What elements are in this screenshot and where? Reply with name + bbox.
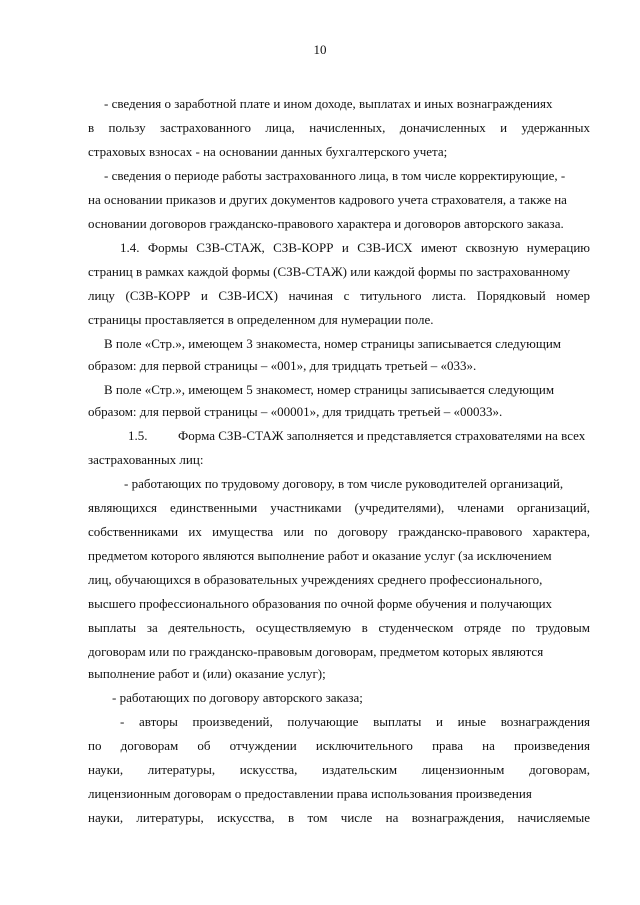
text-line: страховых взносах - на основании данных бухгалтерского учета; [88, 144, 448, 159]
text-line: в пользу застрахованного лица, начисленных, доначисленных и удержанных [88, 120, 590, 135]
page-number: 10 [313, 42, 327, 57]
section-number: 1.5. [128, 428, 148, 443]
text-line: предметом которого являются выполнение работ и оказание услуг (за исключением [88, 548, 552, 563]
text-line: основании договоров гражданско-правового характера и договоров авторского заказа. [88, 216, 564, 231]
text-line: образом: для первой страницы – «00001», для тридцать третьей – «00033». [88, 404, 503, 419]
text-line: договорам или по гражданско-правовым договорам, предметом которых являются [88, 644, 544, 659]
text-line: выполнение работ и (или) оказание услуг); [88, 666, 326, 681]
text-line: В поле «Стр.», имеющем 5 знакомест, номер страницы записывается следующим [104, 382, 555, 397]
text-line: - сведения о периоде работы застрахованного лица, в том числе корректирующие, - [104, 168, 566, 183]
text-line: - авторы произведений, получающие выплаты и иные вознаграждения [120, 714, 590, 729]
text-line: страниц в рамках каждой формы (СЗВ-СТАЖ) или каждой формы по застрахованному [88, 264, 571, 279]
text-line: 1.4. Формы СЗВ-СТАЖ, СЗВ-КОРР и СЗВ-ИСХ имеют сквозную нумерацию [120, 240, 590, 255]
text-line: собственниками их имущества или по договору гражданско-правового характера, [88, 524, 590, 539]
text-line: науки, литературы, искусства, издательским лицензионным договорам, [88, 762, 590, 777]
text-line: высшего профессионального образования по очной форме обучения и получающих [88, 596, 553, 611]
text-line: науки, литературы, искусства, в том числе на вознаграждения, начисляемые [88, 810, 590, 825]
text-line: образом: для первой страницы – «001», для тридцать третьей – «033». [88, 358, 477, 373]
text-line: Форма СЗВ-СТАЖ заполняется и представляется страхователями на всех [178, 428, 586, 443]
text-line: лицу (СЗВ-КОРР и СЗВ-ИСХ) начиная с титульного листа. Порядковый номер [88, 288, 590, 303]
text-line: лицензионным договорам о предоставлении права использования произведения [88, 786, 532, 801]
text-line: В поле «Стр.», имеющем 3 знакоместа, номер страницы записывается следующим [104, 336, 562, 351]
text-line: - работающих по договору авторского заказа; [112, 690, 363, 705]
text-line: лиц, обучающихся в образовательных учреждениях среднего профессионального, [88, 572, 543, 587]
text-line: по договорам об отчуждении исключительного права на произведения [88, 738, 590, 753]
text-line: - работающих по трудовому договору, в том числе руководителей организаций, [124, 476, 564, 491]
text-line: страницы проставляется в определенном для нумерации поле. [88, 312, 434, 327]
text-line: выплаты за деятельность, осуществляемую в студенческом отряде по трудовым [88, 620, 590, 635]
text-line: - сведения о заработной плате и ином доходе, выплатах и иных вознаграждениях [104, 96, 553, 111]
text-line: на основании приказов и других документов кадрового учета страхователя, а также на [88, 192, 567, 207]
text-line: застрахованных лиц: [88, 452, 204, 467]
text-line: являющихся единственными участниками (учредителями), членами организаций, [88, 500, 590, 515]
